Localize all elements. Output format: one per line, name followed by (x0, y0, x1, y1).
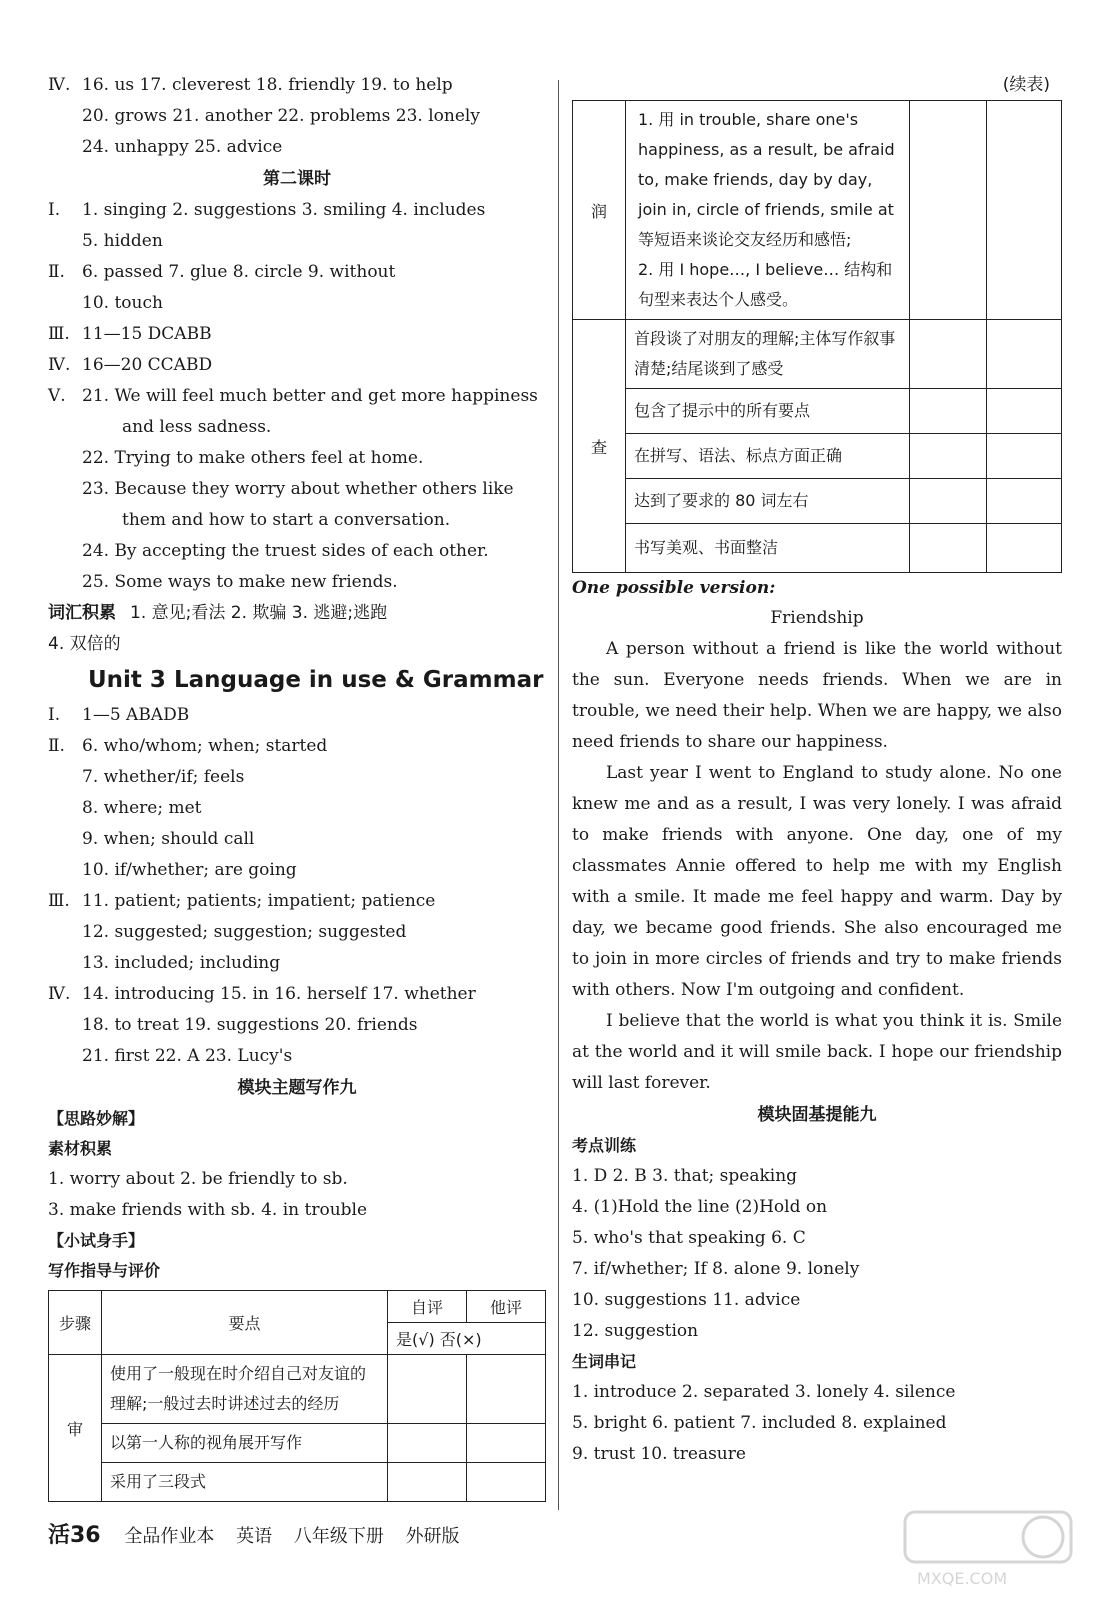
answer-text: 23. Because they worry about whether others like (82, 479, 514, 499)
peer-check-cell (467, 1424, 546, 1463)
answer-line (48, 700, 546, 731)
model-essay (572, 603, 1062, 1099)
self-check-cell (388, 1355, 467, 1424)
section-number: Ⅱ. (48, 262, 65, 282)
left-column (48, 70, 546, 1502)
check-item-4: 达到了要求的 80 词左右 (626, 479, 910, 524)
answer-line (48, 132, 546, 163)
answer-line (48, 762, 546, 793)
essay-paragraph-1: A person without a friend is like the world without the sun. Everyone needs friends. When we are in trouble, we need their help. When we are happy, we also need friends to share our happiness. (572, 639, 1062, 752)
try-label: 【小试身手】 (48, 1231, 145, 1250)
answer-line (48, 567, 546, 598)
answer-line (48, 474, 546, 505)
continued-label: (续表) (1002, 75, 1050, 95)
vocab-text: 1. 意见;看法 2. 欺骗 3. 逃避;逃跑 (130, 603, 388, 623)
peer-check-cell (987, 434, 1062, 479)
drill-label: 考点训练 (572, 1136, 637, 1155)
drill-list (572, 1161, 1062, 1347)
section-number: Ⅳ. (48, 75, 71, 95)
peer-check-cell (987, 389, 1062, 434)
points-header: 要点 (102, 1291, 388, 1355)
answer-line (48, 288, 546, 319)
answer-line (48, 319, 546, 350)
answer-text: 9. when; should call (82, 829, 255, 849)
answer-text: 7. whether/if; feels (82, 767, 245, 787)
answer-line (48, 195, 546, 226)
peer-eval-header: 他评 (467, 1291, 546, 1323)
answer-line (48, 979, 546, 1010)
subject-name: 英语 (236, 1526, 273, 1547)
drill-item: 7. if/whether; If 8. alone 9. lonely (572, 1259, 860, 1279)
answer-line (48, 917, 546, 948)
newword-item: 5. bright 6. patient 7. included 8. explained (572, 1413, 947, 1433)
yes-no-header: 是(√) 否(×) (388, 1323, 546, 1355)
answer-text: 5. hidden (82, 231, 163, 251)
peer-check-cell (987, 320, 1062, 389)
check-item-1: 首段谈了对朋友的理解;主体写作叙事清楚;结尾谈到了感受 (626, 320, 910, 389)
answer-line (48, 731, 546, 762)
material-item: 1. worry about 2. be friendly to sb. (48, 1169, 348, 1189)
essay-paragraph-2: Last year I went to England to study alone. No one knew me and as a result, I was very lonely. I was afraid to make friends with anyone. One day, one of my classmates Annie offered to help me with my English with a smile. It made me feel happy and warm. Day by day, we became good friends. She also encouraged me to join in more circles of friends and try to make friends with others. Now I'm outgoing and confident. (572, 763, 1062, 1000)
section-number: Ⅳ. (48, 355, 71, 375)
answer-text: 10. if/whether; are going (82, 860, 297, 880)
drill-item: 4. (1)Hold the line (2)Hold on (572, 1197, 828, 1217)
answer-line (48, 824, 546, 855)
answer-text: 16. us 17. cleverest 18. friendly 19. to help (82, 75, 453, 95)
drill-item: 5. who's that speaking 6. C (572, 1228, 806, 1248)
answer-text: 11—15 DCABB (82, 324, 212, 344)
writing-evaluation-table (48, 1290, 546, 1502)
drill-item: 12. suggestion (572, 1321, 699, 1341)
section-number: Ⅰ. (48, 705, 61, 725)
newword-item: 9. trust 10. treasure (572, 1444, 746, 1464)
column-divider (558, 80, 559, 1510)
material-label: 素材积累 (48, 1139, 113, 1158)
answer-line (48, 536, 546, 567)
polish-items-cell (626, 101, 910, 320)
self-check-cell (910, 479, 987, 524)
peer-check-cell (467, 1463, 546, 1502)
section-number: Ⅳ. (48, 984, 71, 1004)
newwords-label: 生词串记 (572, 1352, 637, 1371)
section-number: Ⅴ. (48, 386, 66, 406)
answer-text: 1—5 ABADB (82, 705, 190, 725)
self-check-cell (388, 1463, 467, 1502)
essay-paragraph-3: I believe that the world is what you think it is. Smile at the world and it will smile back. I hope our friendship will last forever. (572, 1011, 1062, 1093)
grade-name: 八年级下册 (293, 1526, 384, 1547)
watermark-logo (903, 1510, 1073, 1590)
section-number: Ⅲ. (48, 891, 70, 911)
answer-line (48, 257, 546, 288)
step-header: 步骤 (49, 1291, 102, 1355)
review-item: 以第一人称的视角展开写作 (102, 1424, 388, 1463)
answer-text: and less sadness. (122, 417, 272, 437)
answer-line (48, 505, 546, 536)
peer-check-cell (467, 1355, 546, 1424)
self-eval-header: 自评 (388, 1291, 467, 1323)
version-label: One possible version: (572, 578, 776, 598)
check-step-cell: 查 (573, 320, 626, 573)
polish-item-2: 2. 用 I hope…, I believe… 结构和句型来表达个人感受。 (638, 260, 893, 309)
edition-name: 外研版 (405, 1526, 460, 1547)
answer-text: 14. introducing 15. in 16. herself 17. whether (82, 984, 476, 1004)
writing-heading: 模块主题写作九 (237, 1078, 357, 1098)
essay-title: Friendship (770, 608, 864, 628)
answer-line (48, 948, 546, 979)
answer-line (48, 381, 546, 412)
answer-text: 16—20 CCABD (82, 355, 213, 375)
vocab-line (48, 598, 546, 629)
drill-item: 10. suggestions 11. advice (572, 1290, 801, 1310)
answer-line (48, 70, 546, 101)
self-check-cell (910, 524, 987, 573)
answer-text: 1. singing 2. suggestions 3. smiling 4. includes (82, 200, 486, 220)
answer-line (48, 412, 546, 443)
material-item: 3. make friends with sb. 4. in trouble (48, 1200, 368, 1220)
answer-line (48, 443, 546, 474)
vocab-label: 词汇积累 (48, 603, 116, 623)
self-check-cell (910, 101, 987, 320)
peer-check-cell (987, 101, 1062, 320)
answer-text: 12. suggested; suggestion; suggested (82, 922, 407, 942)
answer-line (48, 886, 546, 917)
lesson2-heading: 第二课时 (263, 169, 331, 189)
page-footer (48, 1518, 848, 1554)
self-check-cell (910, 320, 987, 389)
answer-text: 21. first 22. A 23. Lucy's (82, 1046, 293, 1066)
answer-text: 6. passed 7. glue 8. circle 9. without (82, 262, 396, 282)
answer-line (48, 855, 546, 886)
right-column (572, 70, 1062, 1470)
answer-text: 10. touch (82, 293, 163, 313)
review-item: 使用了一般现在时介绍自己对友谊的理解;一般过去时讲述过去的经历 (102, 1355, 388, 1424)
newwords-list (572, 1377, 1062, 1470)
answer-text: 11. patient; patients; impatient; patience (82, 891, 436, 911)
answer-text: 25. Some ways to make new friends. (82, 572, 398, 592)
check-item-2: 包含了提示中的所有要点 (626, 389, 910, 434)
idea-label: 【思路妙解】 (48, 1109, 145, 1128)
vocab-line-2: 4. 双倍的 (48, 634, 121, 654)
answer-line (48, 101, 546, 132)
self-check-cell (910, 434, 987, 479)
book-name: 全品作业本 (124, 1526, 215, 1547)
section-number: Ⅲ. (48, 324, 70, 344)
answer-text: 18. to treat 19. suggestions 20. friends (82, 1015, 418, 1035)
answer-text: 24. By accepting the truest sides of each other. (82, 541, 489, 561)
peer-check-cell (987, 524, 1062, 573)
review-item: 采用了三段式 (102, 1463, 388, 1502)
review-step-cell: 审 (49, 1355, 102, 1502)
page-number: 活36 (48, 1523, 101, 1548)
answer-line (48, 350, 546, 381)
answer-text: 24. unhappy 25. advice (82, 137, 283, 157)
answer-text: 22. Trying to make others feel at home. (82, 448, 424, 468)
polish-step-cell: 润 (573, 101, 626, 320)
drill-item: 1. D 2. B 3. that; speaking (572, 1166, 798, 1186)
check-item-3: 在拼写、语法、标点方面正确 (626, 434, 910, 479)
consolidate-heading: 模块固基提能九 (757, 1105, 877, 1125)
check-item-5: 书写美观、书面整洁 (626, 524, 910, 573)
polish-item-1: 1. 用 in trouble, share one's happiness, as a result, be afraid to, make friends, day by day, join in, circle of friends, smile at 等短语来谈论交友经历和感悟; (638, 110, 895, 249)
newword-item: 1. introduce 2. separated 3. lonely 4. silence (572, 1382, 956, 1402)
unit-title: Unit 3 Language in use & Grammar (88, 667, 544, 693)
guide-label: 写作指导与评价 (48, 1261, 161, 1280)
self-check-cell (910, 389, 987, 434)
answer-text: 21. We will feel much better and get more happiness (82, 386, 538, 406)
svg-text:MXQE.COM: MXQE.COM (917, 1569, 1008, 1588)
section-number: Ⅰ. (48, 200, 61, 220)
answer-text: 20. grows 21. another 22. problems 23. lonely (82, 106, 480, 126)
writing-evaluation-table-continued (572, 100, 1062, 573)
section-number: Ⅱ. (48, 736, 65, 756)
answer-text: them and how to start a conversation. (122, 510, 451, 530)
answer-line (48, 793, 546, 824)
answer-line (48, 1041, 546, 1072)
answer-line (48, 226, 546, 257)
answer-text: 13. included; including (82, 953, 281, 973)
answer-text: 6. who/whom; when; started (82, 736, 328, 756)
answer-line (48, 1010, 546, 1041)
answer-text: 8. where; met (82, 798, 202, 818)
self-check-cell (388, 1424, 467, 1463)
peer-check-cell (987, 479, 1062, 524)
